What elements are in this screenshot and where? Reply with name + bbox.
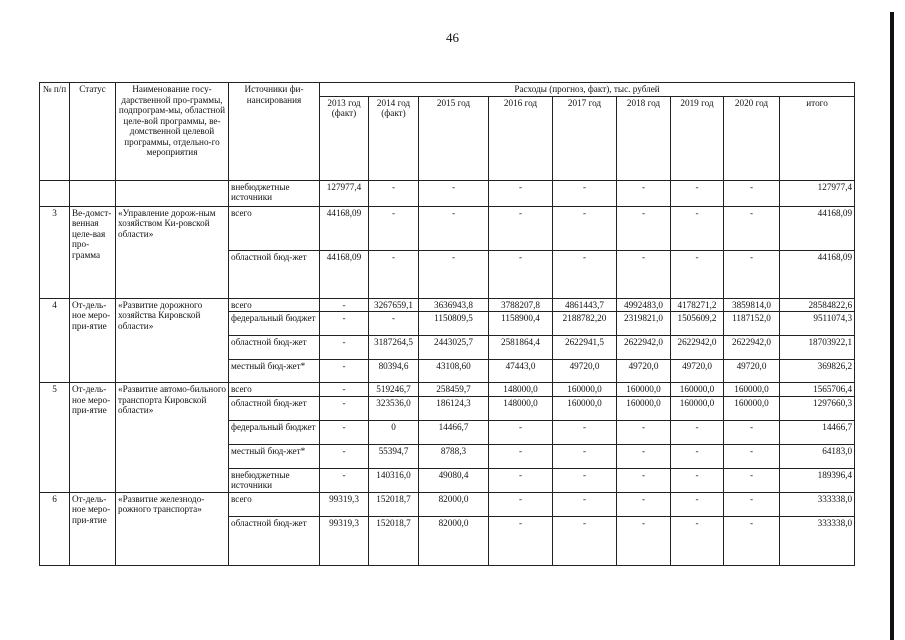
year-value: 160000,0 (724, 383, 780, 397)
year-value: 160000,0 (617, 383, 671, 397)
year-value: - (489, 516, 553, 565)
funding-source: федеральный бюджет (229, 420, 320, 444)
year-value: 0 (369, 420, 419, 444)
year-value: - (671, 206, 724, 250)
row-status: От-дель-ное меро-при-ятие (70, 298, 116, 383)
header-no: № п/п (40, 83, 70, 181)
year-value: - (419, 180, 489, 206)
header-year: 2019 год (671, 96, 724, 180)
year-value: - (617, 206, 671, 250)
year-value: 160000,0 (553, 383, 617, 397)
year-value: - (489, 492, 553, 516)
year-value: - (489, 420, 553, 444)
header-year: 2016 год (489, 96, 553, 180)
year-value: - (724, 180, 780, 206)
year-value: 2622941,5 (553, 336, 617, 360)
total-value: 28584822,6 (780, 298, 855, 312)
row-program-name: «Развитие дорожного хозяйства Кировской области» (116, 298, 229, 383)
funding-source: всего (229, 206, 320, 250)
year-value: 4861443,7 (553, 298, 617, 312)
year-value: - (671, 444, 724, 468)
row-number (40, 180, 70, 206)
year-value: - (724, 250, 780, 298)
year-value: 3267659,1 (369, 298, 419, 312)
funding-source: федеральный бюджет (229, 312, 320, 336)
year-value: 148000,0 (489, 396, 553, 420)
year-value: - (419, 250, 489, 298)
total-value: 189396,4 (780, 468, 855, 492)
year-value: 2319821,0 (617, 312, 671, 336)
year-value: 148000,0 (489, 383, 553, 397)
scan-edge-bar (890, 12, 894, 640)
year-value: 323536,0 (369, 396, 419, 420)
year-value: - (671, 250, 724, 298)
row-number: 3 (40, 206, 70, 298)
table-row (40, 383, 855, 397)
funding-source: областной бюд-жет (229, 516, 320, 565)
year-value: - (369, 250, 419, 298)
funding-source: внебюджетные источники (229, 180, 320, 206)
year-value: - (724, 516, 780, 565)
year-value: 43108,60 (419, 360, 489, 383)
year-value: 186124,3 (419, 396, 489, 420)
year-value: - (553, 420, 617, 444)
year-value: - (489, 444, 553, 468)
year-value: - (320, 383, 369, 397)
total-value: 44168,09 (780, 206, 855, 250)
header-status: Статус (70, 83, 116, 181)
header-name: Наименование госу-дарственной про-граммы, подпрограм-мы, областной целе-вой программы, ве-домственной целевой программы, отдельно-го мероприятия (116, 83, 229, 181)
year-value: 1150809,5 (419, 312, 489, 336)
header-year: 2013 год (факт) (320, 96, 369, 180)
row-program-name: «Развитие железнодо-рожного транспорта» (116, 492, 229, 565)
year-value: - (369, 312, 419, 336)
total-value: 64183,0 (780, 444, 855, 468)
header-year: 2018 год (617, 96, 671, 180)
header-row (40, 83, 855, 97)
row-status (70, 180, 116, 206)
year-value: - (553, 206, 617, 250)
year-value: - (489, 250, 553, 298)
year-value: 1187152,0 (724, 312, 780, 336)
year-value: - (671, 420, 724, 444)
header-year: 2015 год (419, 96, 489, 180)
year-value: 160000,0 (724, 396, 780, 420)
year-value: 2581864,4 (489, 336, 553, 360)
year-value: 258459,7 (419, 383, 489, 397)
year-value: - (320, 312, 369, 336)
year-value: 14466,7 (419, 420, 489, 444)
year-value: - (320, 298, 369, 312)
row-number: 6 (40, 492, 70, 565)
year-value: 80394,6 (369, 360, 419, 383)
year-value: 3636943,8 (419, 298, 489, 312)
year-value: - (617, 492, 671, 516)
row-program-name: «Управление дорож-ным хозяйством Ки-ровской области» (116, 206, 229, 298)
total-value: 18703922,1 (780, 336, 855, 360)
year-value: 4992483,0 (617, 298, 671, 312)
table-row (40, 492, 855, 516)
year-value: - (489, 206, 553, 250)
table-row (40, 206, 855, 250)
year-value: 160000,0 (617, 396, 671, 420)
year-value: 152018,7 (369, 516, 419, 565)
year-value: - (671, 180, 724, 206)
row-number: 5 (40, 383, 70, 493)
funding-source: всего (229, 492, 320, 516)
year-value: - (369, 206, 419, 250)
year-value: 2443025,7 (419, 336, 489, 360)
total-value: 333338,0 (780, 492, 855, 516)
header-year: 2014 год (факт) (369, 96, 419, 180)
total-value: 14466,7 (780, 420, 855, 444)
row-number: 4 (40, 298, 70, 383)
year-value: 2622942,0 (724, 336, 780, 360)
year-value: 99319,3 (320, 516, 369, 565)
year-value: - (724, 492, 780, 516)
year-value: 1505609,2 (671, 312, 724, 336)
funding-source: местный бюд-жет* (229, 444, 320, 468)
year-value: 3187264,5 (369, 336, 419, 360)
year-value: 82000,0 (419, 492, 489, 516)
budget-table (39, 82, 855, 566)
year-value: - (320, 468, 369, 492)
year-value: - (617, 468, 671, 492)
year-value: - (419, 206, 489, 250)
funding-source: областной бюд-жет (229, 336, 320, 360)
year-value: 82000,0 (419, 516, 489, 565)
year-value: - (617, 180, 671, 206)
year-value: - (671, 468, 724, 492)
year-value: 4178271,2 (671, 298, 724, 312)
year-value: 160000,0 (671, 383, 724, 397)
year-value: 44168,09 (320, 206, 369, 250)
total-value: 1565706,4 (780, 383, 855, 397)
year-value: - (553, 516, 617, 565)
year-value: 2622942,0 (671, 336, 724, 360)
header-expenses: Расходы (прогноз, факт), тыс. рублей (320, 83, 855, 97)
year-value: 49720,0 (617, 360, 671, 383)
year-value: 2188782,20 (553, 312, 617, 336)
funding-source: местный бюд-жет* (229, 360, 320, 383)
funding-source: всего (229, 383, 320, 397)
year-value: 160000,0 (553, 396, 617, 420)
year-value: 2622942,0 (617, 336, 671, 360)
funding-source: областной бюд-жет (229, 396, 320, 420)
year-value: 3788207,8 (489, 298, 553, 312)
year-value: 1158900,4 (489, 312, 553, 336)
year-value: - (489, 468, 553, 492)
year-value: - (489, 180, 553, 206)
year-value: - (320, 336, 369, 360)
year-value: - (320, 360, 369, 383)
year-value: 49720,0 (553, 360, 617, 383)
year-value: 152018,7 (369, 492, 419, 516)
year-value: - (671, 492, 724, 516)
year-value: - (553, 250, 617, 298)
year-value: - (553, 444, 617, 468)
row-status: От-дель-ное меро-при-ятие (70, 383, 116, 493)
year-value: - (320, 444, 369, 468)
year-value: - (724, 444, 780, 468)
year-value: 49720,0 (671, 360, 724, 383)
header-year: 2017 год (553, 96, 617, 180)
funding-source: областной бюд-жет (229, 250, 320, 298)
funding-source: всего (229, 298, 320, 312)
row-status: От-дель-ное меро-при-ятие (70, 492, 116, 565)
total-value: 1297660,3 (780, 396, 855, 420)
table-row (40, 298, 855, 312)
total-value: 9511074,3 (780, 312, 855, 336)
header-sources: Источники фи-нансирования (229, 83, 320, 181)
year-value: - (369, 180, 419, 206)
year-value: 127977,4 (320, 180, 369, 206)
year-value: - (617, 250, 671, 298)
total-value: 369826,2 (780, 360, 855, 383)
year-value: 3859814,0 (724, 298, 780, 312)
year-value: - (320, 420, 369, 444)
year-value: - (553, 468, 617, 492)
year-value: 99319,3 (320, 492, 369, 516)
funding-source: внебюджетные источники (229, 468, 320, 492)
page-number: 46 (446, 30, 459, 45)
year-value: 44168,09 (320, 250, 369, 298)
year-value: - (617, 516, 671, 565)
year-value: - (320, 396, 369, 420)
year-value: - (671, 516, 724, 565)
header-year: 2020 год (724, 96, 780, 180)
table-row (40, 180, 855, 206)
row-status: Ве-домст-венная целе-вая про-грамма (70, 206, 116, 298)
year-value: 519246,7 (369, 383, 419, 397)
year-value: - (553, 492, 617, 516)
year-value: 55394,7 (369, 444, 419, 468)
year-value: - (617, 420, 671, 444)
total-value: 333338,0 (780, 516, 855, 565)
year-value: - (553, 180, 617, 206)
year-value: 49080,4 (419, 468, 489, 492)
total-value: 127977,4 (780, 180, 855, 206)
year-value: - (617, 444, 671, 468)
row-program-name (116, 180, 229, 206)
year-value: 47443,0 (489, 360, 553, 383)
year-value: 160000,0 (671, 396, 724, 420)
year-value: 8788,3 (419, 444, 489, 468)
year-value: - (724, 206, 780, 250)
year-value: - (724, 420, 780, 444)
year-value: 49720,0 (724, 360, 780, 383)
header-total: итого (780, 96, 855, 180)
year-value: - (724, 468, 780, 492)
total-value: 44168,09 (780, 250, 855, 298)
row-program-name: «Развитие автомо-бильного транспорта Кировской области» (116, 383, 229, 493)
year-value: 140316,0 (369, 468, 419, 492)
